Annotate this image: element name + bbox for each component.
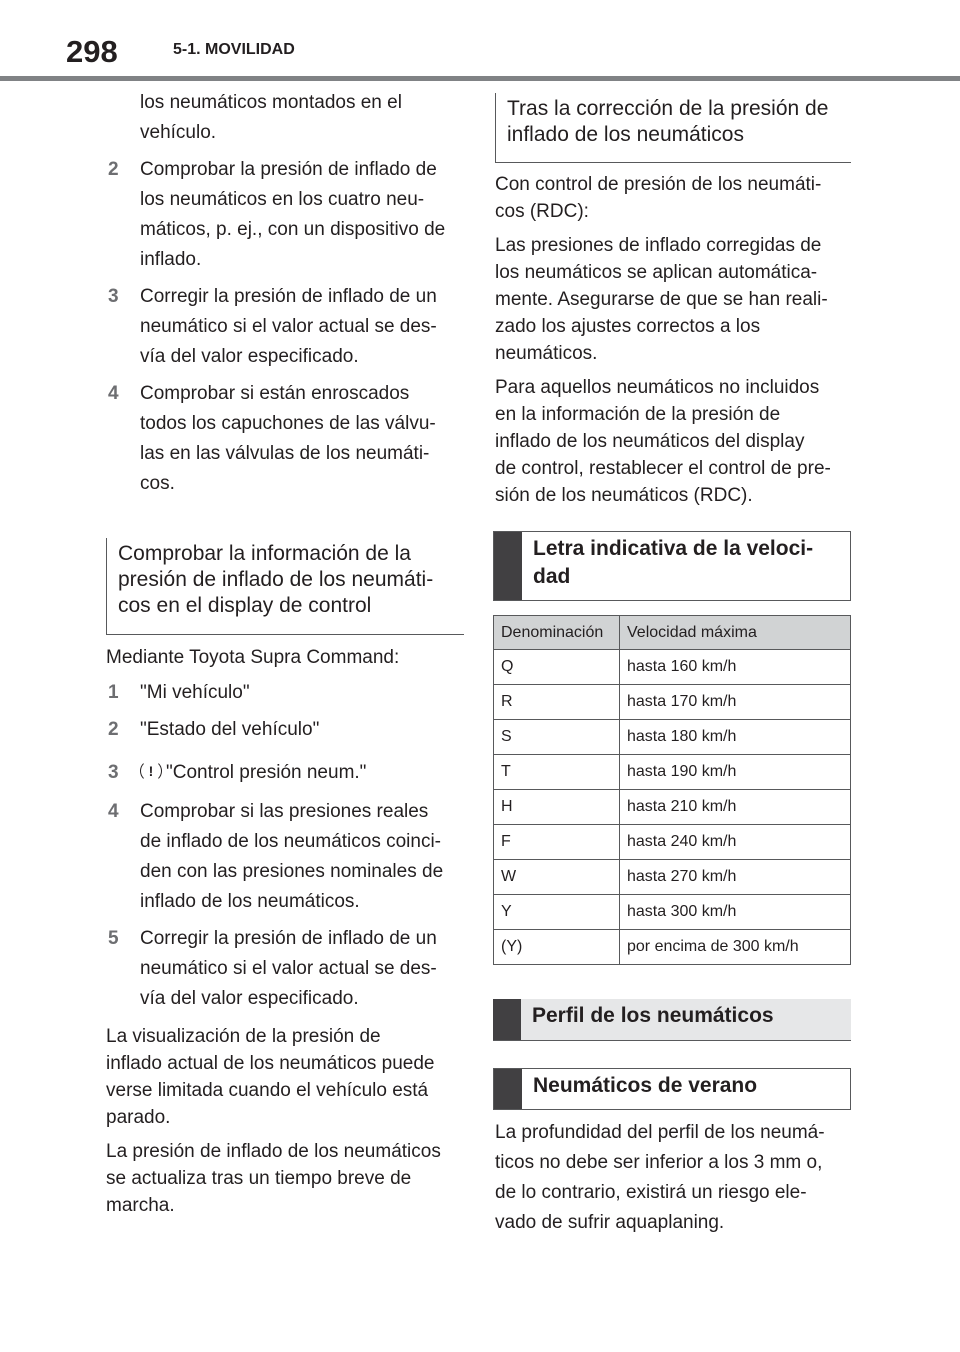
text-line: máticos, p. ej., con un dispositivo de: [140, 219, 446, 240]
heading-line: Comprobar la información de la: [118, 542, 411, 565]
text-line: "Mi vehículo": [140, 682, 250, 703]
text-line: vía del valor especificado.: [140, 988, 359, 1009]
table-row: [494, 860, 851, 895]
table-cell: hasta 240 km/h: [620, 825, 851, 860]
table-row: [494, 790, 851, 825]
table-cell: por encima de 300 km/h: [620, 930, 851, 965]
column-header: Velocidad máxima: [620, 616, 851, 650]
page-number: 298: [66, 34, 118, 69]
text-line: parado.: [106, 1107, 171, 1128]
text-line: sión de los neumáticos (RDC).: [495, 485, 753, 506]
table-row: [494, 755, 851, 790]
right-column: [495, 171, 851, 509]
step-number: 2: [108, 159, 119, 180]
speed-rating-table: [493, 615, 851, 965]
heading-after-correction: [495, 93, 851, 163]
table-row: [494, 930, 851, 965]
step-3a: [106, 282, 464, 372]
text-line: vehículo.: [140, 122, 217, 143]
paragraph-update: [106, 1138, 464, 1219]
heading-summer-tires: [493, 1068, 851, 1110]
text-line: de control, restablecer el control de pre-: [495, 458, 831, 479]
heading-line: Tras la corrección de la presión de: [507, 97, 829, 120]
table-cell: Y: [494, 895, 620, 930]
step-2b: [106, 715, 464, 745]
heading-line: dad: [533, 565, 571, 588]
tire-pressure-warning-icon: !: [140, 760, 162, 782]
text-line: Comprobar si están enroscados: [140, 383, 410, 404]
step-2a: [106, 155, 464, 275]
step-3b: [106, 758, 464, 788]
heading-line: cos en el display de control: [118, 594, 372, 617]
text-line: Para aquellos neumáticos no incluidos: [495, 377, 820, 398]
text-line: Las presiones de inflado corregidas de: [495, 235, 822, 256]
text-line: todos los capuchones de las válvu-: [140, 413, 436, 434]
text-line: las en las válvulas de los neumáti-: [140, 443, 430, 464]
text-line: cos.: [140, 473, 175, 494]
text-line: marcha.: [106, 1195, 175, 1216]
text-line: Con control de presión de los neumáti-: [495, 174, 822, 195]
left-column-lower: [106, 643, 464, 1219]
step-number: 2: [108, 719, 119, 740]
table-cell: Q: [494, 650, 620, 685]
table-cell: hasta 180 km/h: [620, 720, 851, 755]
section-title: 5-1. MOVILIDAD: [173, 41, 295, 58]
text-line: inflado de los neumáticos del display: [495, 431, 805, 452]
step-number: 4: [108, 801, 119, 822]
step-5b: [106, 924, 464, 1014]
table-cell: hasta 300 km/h: [620, 895, 851, 930]
text-line: Comprobar si las presiones reales: [140, 801, 429, 822]
heading-line: Letra indicativa de la veloci-: [533, 537, 814, 560]
text-line: en la información de la presión de: [495, 404, 781, 425]
table-cell: hasta 160 km/h: [620, 650, 851, 685]
table-cell: R: [494, 685, 620, 720]
table-row: [494, 685, 851, 720]
heading-tread-profile: [493, 999, 851, 1041]
text-line: neumático si el valor actual se des-: [140, 958, 437, 979]
table-cell: hasta 190 km/h: [620, 755, 851, 790]
table-cell: F: [494, 825, 620, 860]
table-cell: W: [494, 860, 620, 895]
paragraph-tread-depth: [495, 1118, 851, 1238]
step-number: 1: [108, 682, 119, 703]
table-cell: hasta 170 km/h: [620, 685, 851, 720]
paragraph-rdc: [495, 171, 851, 225]
left-column: [106, 88, 464, 499]
paragraph-reset: [495, 374, 851, 509]
heading-check-tire-info: [106, 538, 464, 635]
table-cell: hasta 270 km/h: [620, 860, 851, 895]
text-line: den con las presiones nominales de: [140, 861, 444, 882]
text-line: los neumáticos se aplican automática-: [495, 262, 818, 283]
text-line: Corregir la presión de inflado de un: [140, 286, 437, 307]
table-row: [494, 825, 851, 860]
heading-text: [522, 532, 823, 591]
heading-line: inflado de los neumáticos: [507, 123, 744, 146]
step-continuation: [106, 88, 464, 148]
text-line: vado de sufrir aquaplaning.: [495, 1212, 725, 1233]
text-line: inflado.: [140, 249, 202, 270]
text-line: cos (RDC):: [495, 201, 589, 222]
text-line: inflado de los neumáticos.: [140, 891, 360, 912]
table-cell: (Y): [494, 930, 620, 965]
header-rule: [0, 76, 960, 81]
text-line: "Control presión neum.": [166, 762, 367, 783]
text-line: neumático si el valor actual se des-: [140, 316, 437, 337]
text-line: vía del valor especificado.: [140, 346, 359, 367]
heading-bar: [494, 532, 522, 600]
table-row: [494, 650, 851, 685]
step-1b: [106, 678, 464, 708]
paragraph-display-limit: [106, 1023, 464, 1131]
heading-speed-letter: [493, 531, 851, 601]
table-cell: H: [494, 790, 620, 825]
text-line: neumáticos.: [495, 343, 598, 364]
table-cell: T: [494, 755, 620, 790]
heading-line: presión de inflado de los neumáti-: [118, 568, 434, 591]
text-line: La presión de inflado de los neumáticos: [106, 1141, 441, 1162]
text-line: se actualiza tras un tiempo breve de: [106, 1168, 412, 1189]
text-line: verse limitada cuando el vehículo está: [106, 1080, 429, 1101]
text-line: zado los ajustes correctos a los: [495, 316, 761, 337]
text-line: Comprobar la presión de inflado de: [140, 159, 437, 180]
text-line: inflado actual de los neumáticos puede: [106, 1053, 435, 1074]
column-header: Denominación: [494, 616, 620, 650]
step-number: 5: [108, 928, 119, 949]
text-line: La profundidad del perfil de los neumá-: [495, 1122, 825, 1143]
table-header-row: [494, 616, 851, 650]
step-number: 4: [108, 383, 119, 404]
text-line: La visualización de la presión de: [106, 1026, 381, 1047]
step-4a: [106, 379, 464, 499]
text-line: "Estado del vehículo": [140, 719, 320, 740]
text-line: de inflado de los neumáticos coinci-: [140, 831, 442, 852]
text-line: los neumáticos montados en el: [140, 92, 402, 113]
step-number: 3: [108, 286, 119, 307]
step-4b: [106, 797, 464, 917]
heading-text: Perfil de los neumáticos: [532, 1004, 774, 1027]
text-line: ticos no debe ser inferior a los 3 mm o,: [495, 1152, 823, 1173]
table-row: [494, 720, 851, 755]
heading-bar: [493, 999, 521, 1040]
paragraph-corrected: [495, 232, 851, 367]
heading-bar: [494, 1069, 522, 1109]
text-line: de lo contrario, existirá un riesgo ele-: [495, 1182, 807, 1203]
text-line: los neumáticos en los cuatro neu-: [140, 189, 425, 210]
step-number: 3: [108, 762, 119, 783]
table-cell: hasta 210 km/h: [620, 790, 851, 825]
table-row: [494, 895, 851, 930]
table-cell: S: [494, 720, 620, 755]
command-intro: Mediante Toyota Supra Command:: [106, 647, 400, 668]
text-line: Corregir la presión de inflado de un: [140, 928, 437, 949]
heading-text: Neumáticos de verano: [533, 1074, 758, 1097]
text-line: mente. Asegurarse de que se han reali-: [495, 289, 828, 310]
step-3b-line: [140, 758, 464, 788]
